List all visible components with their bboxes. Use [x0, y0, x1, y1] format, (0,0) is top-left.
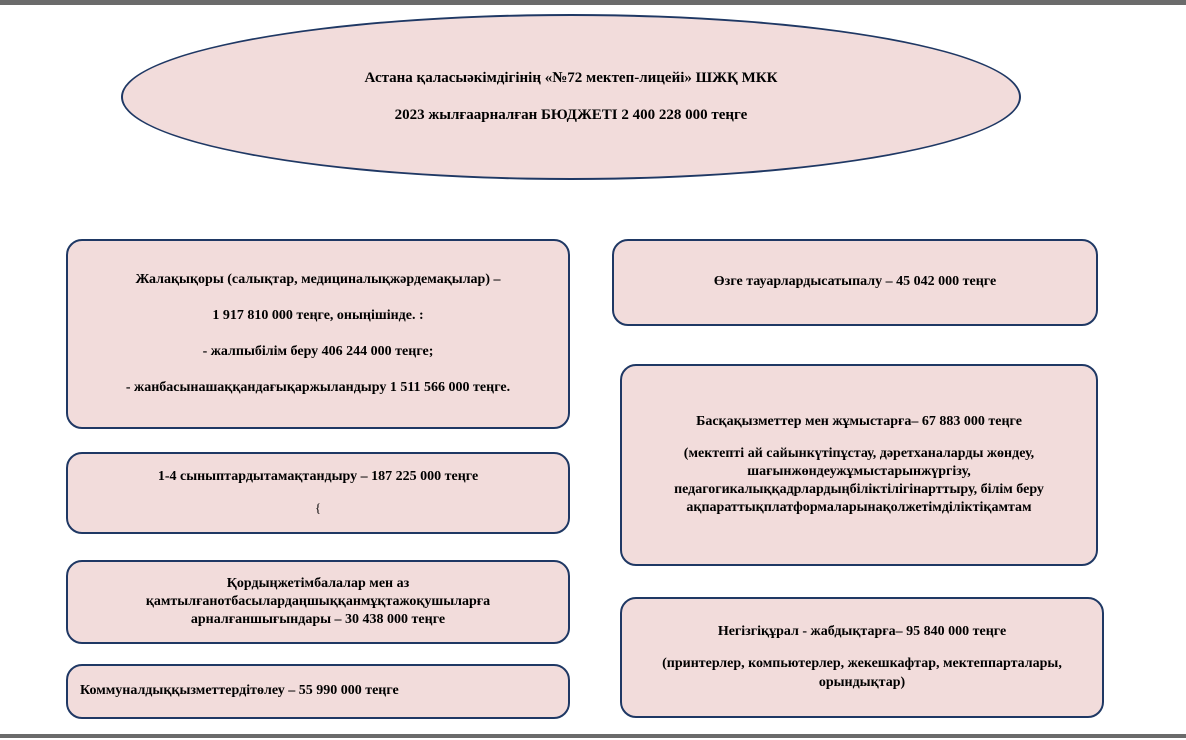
bottom-rule [0, 734, 1186, 738]
utility-payments-text: Коммуналдыққызметтердітөлеу – 55 990 000 теңге [80, 683, 399, 699]
salary-fund-box [66, 239, 570, 429]
fixed-assets-heading: Негізгіқұрал - жабдықтарға– 95 840 000 теңге [717, 624, 1007, 640]
other-services-details: (мектепті ай сайынкүтіпұстау, дәретханаларды жөндеу, шағынжөндеужұмыстарынжүргізу, педагогикалыққадрлардыңбіліктілігінарттыру, білім беру ақпараттықплатформаларынақолжетімділіктіқамтам [674, 445, 1044, 516]
salary-general-education: - жалпыбілім беру 406 244 000 теңге; [202, 344, 434, 359]
salary-per-capita-funding: - жанбасынашаққандағықаржыландыру 1 511 566 000 теңге. [125, 380, 511, 396]
orphans-support-text: Қордыңжетімбалалар мен аз қамтылғанотбасылардаңшыққанмұқтажоқушыларға арналғаншығындары – 30 438 000 теңге [145, 575, 491, 628]
fixed-assets-box [620, 597, 1104, 718]
budget-total-title: 2023 жылғаарналған БЮДЖЕТІ 2 400 228 000 теңге [394, 107, 748, 123]
grade-1-4-meals-box [66, 452, 570, 534]
salary-fund-heading: Жалақықоры (салықтар, медициналықжәрдемақылар) – [135, 271, 501, 287]
other-services-heading: Басқақызметтер мен жұмыстарға– 67 883 000 теңге [696, 413, 1022, 429]
fixed-assets-details: (принтерлер, компьютерлер, жекешкафтар, мектеппарталары, орындықтар) [662, 656, 1062, 690]
grade-1-4-meals-text: 1-4 сыныптардытамақтандыру – 187 225 000 теңге [157, 469, 479, 484]
school-name-title: Астана қаласыәкімдігінің «№72 мектеп-лицейі» ШЖҚ МКК [364, 70, 778, 86]
other-goods-text: Өзге тауарлардысатыпалу – 45 042 000 теңге [713, 274, 997, 290]
stray-bracket-mark: { [314, 500, 322, 516]
orphans-support-box [66, 560, 570, 644]
budget-title-ellipse [121, 14, 1021, 180]
salary-fund-total: 1 917 810 000 теңге, оныңішінде. : [212, 307, 424, 323]
other-goods-box [612, 239, 1098, 326]
other-services-box [620, 364, 1098, 566]
top-rule [0, 0, 1186, 5]
utility-payments-box [66, 664, 570, 719]
